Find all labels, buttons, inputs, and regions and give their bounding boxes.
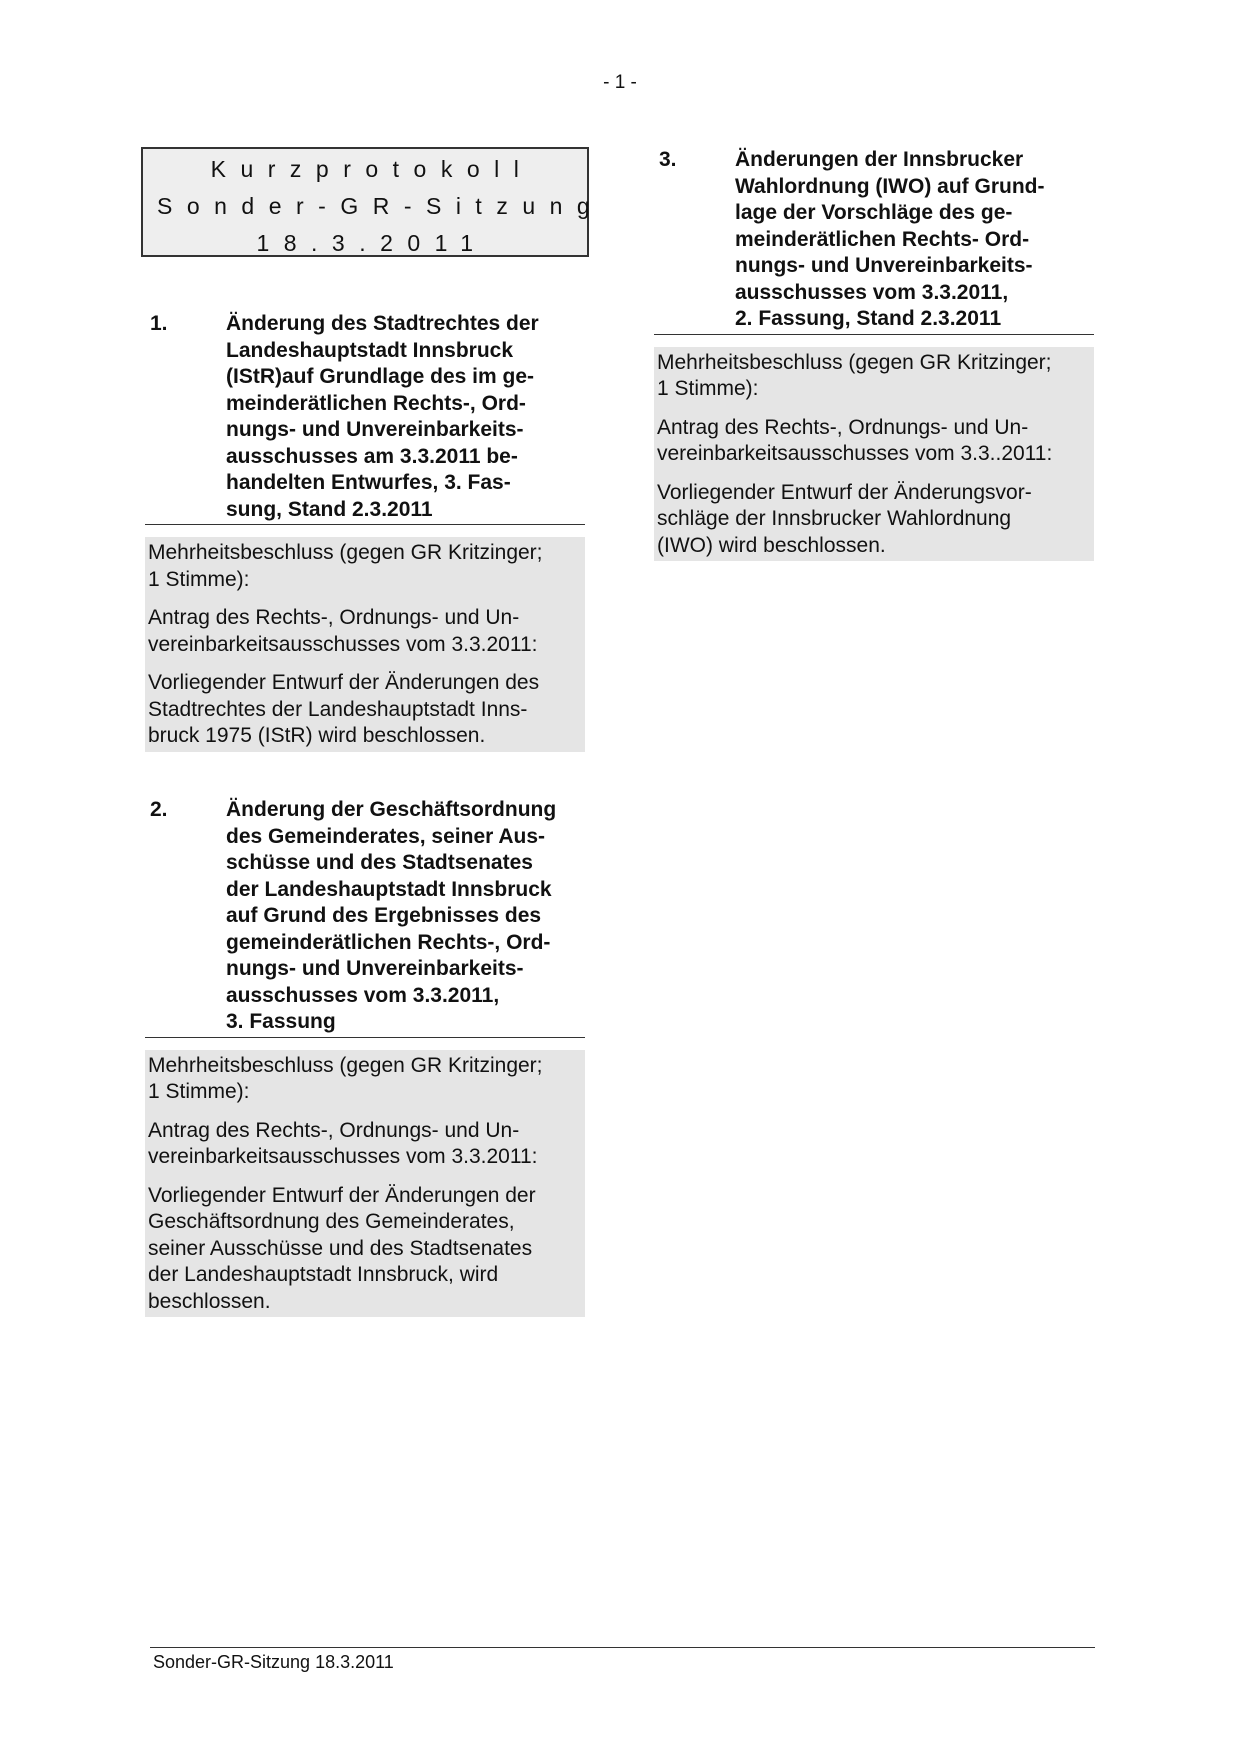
decision-block	[654, 347, 1094, 562]
session-name: Sonder-GR-Sitzung	[157, 193, 605, 219]
motion-source: Antrag des Rechts-, Ordnungs- und Un- vereinbarkeitsausschusses vom 3.3.2011:	[148, 1118, 538, 1168]
agenda-item-title: Änderungen der Innsbrucker Wahlordnung (IWO) auf Grund- lage der Vorschläge des ge- meinderätlichen Rechts- Ord- nungs- und Unvereinbarkeits- ausschusses vom 3.3.2011, 2. Fassung, Stand 2.3.2011	[735, 148, 1045, 330]
agenda-item-heading	[145, 311, 585, 525]
agenda-item-number: 1.	[150, 312, 168, 335]
motion-source: Antrag des Rechts-, Ordnungs- und Un- vereinbarkeitsausschusses vom 3.3.2011:	[148, 606, 538, 656]
resolution-text: Vorliegender Entwurf der Änderungen des Stadtrechtes der Landeshauptstadt Inns- bruck 1975 (IStR) wird beschlossen.	[148, 671, 540, 747]
decision-result: Mehrheitsbeschluss (gegen GR Kritzinger; 1 Stimme):	[148, 541, 543, 591]
decision-result: Mehrheitsbeschluss (gegen GR Kritzinger; 1 Stimme):	[657, 350, 1052, 400]
decision-block	[145, 1050, 585, 1318]
footer-session-label: Sonder-GR-Sitzung 18.3.2011	[153, 1652, 394, 1672]
footer-divider	[150, 1647, 1095, 1648]
agenda-item-number: 2.	[150, 798, 168, 821]
motion-source: Antrag des Rechts-, Ordnungs- und Un- vereinbarkeitsausschusses vom 3.3..2011:	[657, 415, 1053, 465]
agenda-item-2	[145, 797, 585, 1317]
agenda-item-title: Änderung der Geschäftsordnung des Gemeinderates, seiner Aus- schüsse und des Stadtsenates der Landeshauptstadt Innsbruck auf Grund des Ergebnisses des gemeinderätlichen Rechts-, Ord- nungs- und Unvereinbarkeits- ausschusses vom 3.3.2011, 3. Fassung	[226, 798, 557, 1033]
agenda-item-1	[145, 311, 585, 752]
decision-result: Mehrheitsbeschluss (gegen GR Kritzinger; 1 Stimme):	[148, 1053, 543, 1103]
resolution-text: Vorliegender Entwurf der Änderungen der Geschäftsordnung des Gemeinderates, seiner Ausschüsse und des Stadtsenates der Landeshauptstadt Innsbruck, wird beschlossen.	[148, 1183, 536, 1313]
decision-block	[145, 537, 585, 752]
session-date: 18.3.2011	[256, 230, 488, 256]
protocol-title-box	[141, 147, 605, 257]
protocol-title: Kurzprotokoll	[210, 156, 534, 182]
resolution-text: Vorliegender Entwurf der Änderungsvor- schläge der Innsbrucker Wahlordnung (IWO) wird beschlossen.	[657, 480, 1032, 557]
page-number: - 1 -	[603, 72, 637, 93]
agenda-item-heading	[145, 797, 585, 1038]
agenda-item-number: 3.	[659, 148, 677, 171]
agenda-item-3	[654, 147, 1094, 561]
agenda-item-title: Änderung des Stadtrechtes der Landeshauptstadt Innsbruck (IStR)auf Grundlage des im ge- meinderätlichen Rechts-, Ord- nungs- und Unvereinbarkeits- ausschusses am 3.3.2011 be- handelten Entwurfes, 3. Fas- sung, Stand 2.3.2011	[226, 312, 539, 521]
agenda-item-heading	[654, 147, 1094, 335]
